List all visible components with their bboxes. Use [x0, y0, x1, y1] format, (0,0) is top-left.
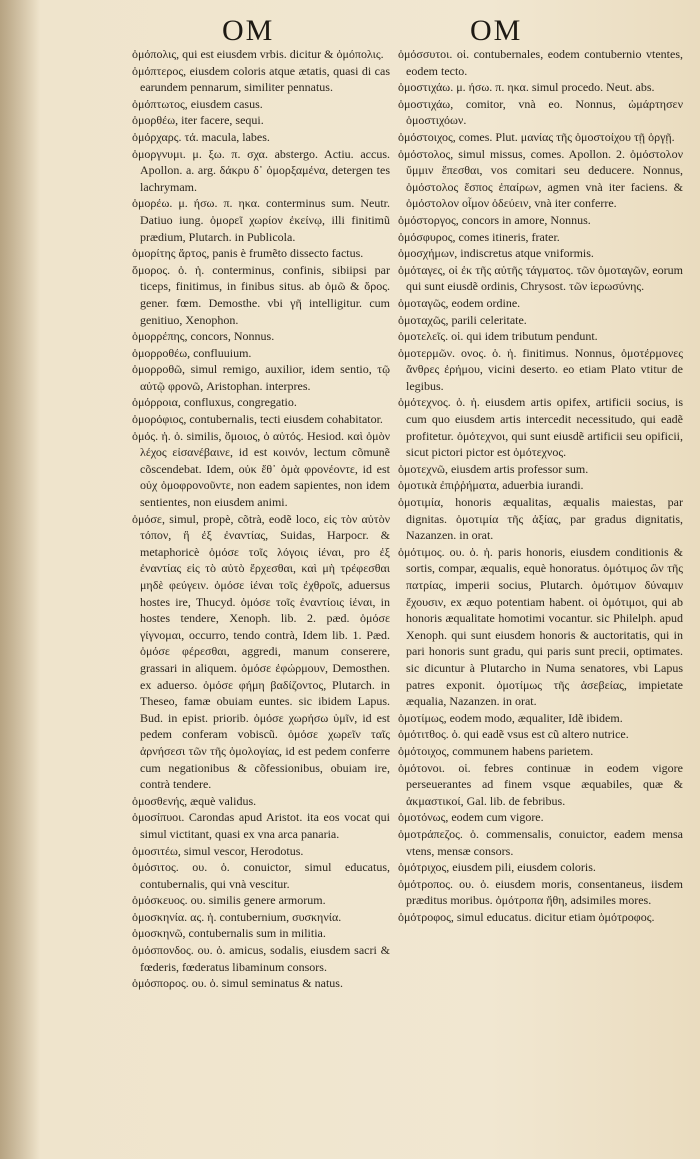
dictionary-entry: ὁμορροθῶ, simul remigo, auxilior, idem sentio, τῷ αὐτῷ φρονῶ, Aristophan. interpres. [132, 362, 390, 393]
dictionary-entry: ὁμότοιχος, communem habens parietem. [398, 743, 594, 758]
dictionary-entry: ὁμοσίπυοι. Carondas apud Aristot. ita eos vocat qui simul victitant, quasi ex vna arca panaria. [132, 810, 390, 841]
dictionary-entry: ὁμοτελεῖς. οἱ. qui idem tributum pendunt. [398, 329, 598, 344]
dictionary-entry: ὁμόσκευος. ου. similis genere armorum. [132, 893, 326, 908]
running-head-left: OM [222, 14, 275, 47]
dictionary-entry: ὁμόσφυρος, comes itineris, frater. [398, 229, 560, 244]
gutter-shadow [0, 0, 40, 1159]
dictionary-entry: ὁμόρροια, confluxus, congregatio. [132, 395, 297, 410]
dictionary-entry: ὁμότριχος, eiusdem pili, eiusdem coloris. [398, 860, 596, 875]
dictionary-entry: ὁμόπολις, qui est eiusdem vrbis. dicitur & ὁμόπολις. [132, 47, 384, 61]
dictionary-entry: ὁμόσπορος. ου. ὁ. simul seminatus & natus. [132, 976, 343, 991]
dictionary-entry: ὁμοταγῶς, eodem ordine. [398, 295, 521, 310]
dictionary-entry: ὁμότιμος. ου. ὁ. ἡ. paris honoris, eiusdem conditionis & sortis, compar, æqualis, equè honoratus. ὁμότιμος ὢν τῆς πατρίας, imperii socius, Plutarch. ὁμότιμον δύναμιν ἔχουσιν, ex æquo potentiam habent. οἱ ὁμότιμοι, qui ab honoris æqualitate homotimi vocantur. sic Philelph. apud Xenoph. qui sunt eiusdem honoris & auctoritatis, qui in pari honoris sunt gradu, qui paris sunt precii, optimates. sic dicuntur à Plutarcho in Numa senatores, vbi Lapus patres exponit. ὁμοτίμως τῆς ἀσεβείας, impietate æqualia, Nazanzen. in orat. [398, 544, 683, 709]
dictionary-entry: ὁμόσε, simul, propè, cõtrà, eodẽ loco, εἰς τὸν αὐτὸν τόπον, ἢ ἐξ ἐναντίας, Suidas, Harpocr. & metaphoricè ὁμόσε τοῖς λόγοις ἰέναι, pro ἐξ ἐναντίας εἰς τὸ αὐτὸ ἔρχεσθαι, καὶ μὴ τρέφεσθαι μηδὲ φεύγειν. ὁμόσε ἰέναι τοῖς ἐχθροῖς, aduersus hostes ire, Thucyd. ὁμόσε τοῖς ἐναντίοις ἰέναι, in hostes tendere, Xenoph. lib. 2. pæd. ὁμόσε γίγνομαι, occurro, tendo contrà, Idem lib. 1. Pæd. ὁμόσε φέρεσθαι, aggredi, manum conserere, grassari in aliquem. ὁμόσε ἐφώρμουν, Demosthen. ex aduerso. ὁμόσε φήμη βαδίζοντος, Plutarch. in Theseo, famæ obuiam euntes. sic ibidem Lapus. Bud. in epist. priorib. ὁμόσε χωρήσω ὑμῖν, id est pedem conferam vobiscũ. ὁμόσε χωρεῖν ταῖς ἀρνήσεσι τῶν τῆς ὁμολογίας, id est pedem conferre cum negationibus & cõfessionibus, obuiam ire, contrà tendere. [132, 511, 390, 792]
dictionary-entry: ὁμοτεχνῶ, eiusdem artis professor sum. [398, 461, 589, 476]
right-column [398, 46, 683, 925]
dictionary-entry: ὁμότροπος. ου. ὁ. eiusdem moris, consentaneus, iisdem præditus moribus. ὁμότροπα ἤθη, adsimiles mores. [398, 876, 683, 908]
dictionary-entry: ὁμόσπονδος. ου. ὁ. amicus, sodalis, eiusdem sacri & fœderis, fœderatus libaminum consors. [132, 943, 390, 974]
dictionary-entry: ὁμοστιχάω. μ. ήσω. π. ηκα. simul procedo. Neut. abs. [398, 80, 655, 95]
dictionary-entry: ὁμός. ἡ. ὁ. similis, ὅμοιος, ὁ αὐτός. Hesiod. καὶ ὁμὸν λέχος εἰσανέβαινε, id est κοινόν, lectum cõmunẽ cõscendebat. Idem, οὐκ ἔθ᾽ ὁμὰ φρονέοντε, id est οὐχ ὁμοφρονοῦντε, non eadem sapientes, non idem sentientes, non eiusdem animi. [132, 428, 390, 510]
dictionary-entry: ὁμορίτης ἄρτος, panis è frumẽto disseсto factus. [132, 246, 364, 261]
dictionary-entry: ὁμορόφιος, contubernalis, tecti eiusdem cohabitator. [132, 412, 383, 427]
dictionary-entry: ὁμοστιχάω, comitor, vnà eo. Nonnus, ὡμάρτησεν ὁμοστιχόων. [398, 96, 683, 128]
dictionary-entry: ὁμοσθενής, æquè validus. [132, 793, 257, 808]
dictionary-entry: ὁμόστοργος, concors in amore, Nonnus. [398, 212, 591, 227]
dictionary-entry: ὁμοτίμως, eodem modo, æqualiter, Idẽ ibidem. [398, 710, 623, 725]
dictionary-entry: ὁμοτικὰ ἐπιῤῥήματα, aduerbia iurandi. [398, 478, 584, 493]
dictionary-entry: ὁμοσχήμων, indiscretus atque vniformis. [398, 246, 594, 261]
dictionary-entry: ὁμοσκηνία. ας. ἡ. contubernium, συσκηνία. [132, 909, 342, 924]
dictionary-entry: ὁμοτερμῶν. ονος. ὁ. ἡ. finitimus. Nonnus, ὁμοτέρμονες ἄνθρες ἐρήμου, vicini deserto. eo etiam Plato vtitur de legibus. [398, 345, 683, 393]
dictionary-entry: ὁμόστολος, simul missus, comes. Apollon. 2. ὁμόστολον ὔμμιν ἕπεσθαι, vos comitari seu deducere. Nonnus, ὁμόστολος ἔσπος ἐπαίρων, agmen vnà iter faciens. & ὁμόστολον οἶμον ὁδεύειν, vnà iter conferre. [398, 146, 683, 211]
dictionary-entry: ὁμοτράπεζος. ὁ. commensalis, conuictor, eadem mensa vtens, mensæ consors. [398, 826, 683, 858]
dictionary-entry: ὁμόπτερος, eiusdem coloris atque ætatis, quasi di cas earundem pennarum, similiter pennatus. [132, 63, 390, 95]
running-headers [0, 14, 700, 48]
dictionary-entry: ὁμότεχνος. ὁ. ἡ. eiusdem artis opifex, artificii socius, is cum quo eiusdem artis intercedit necessitudo, qui eadẽ profitetur. ὁμότεχνοι, qui sunt eiusdẽ artificii seu opificii, sicut pictori pictor est ὁμότεχνος. [398, 395, 683, 460]
dictionary-entry: ὁμοσκηνῶ, contubernalis sum in militia. [132, 926, 326, 941]
dictionary-entry: ὁμοργνυμι. μ. ξω. π. σχα. abstergo. Actiu. accus. Apollon. a. arg. δάκρυ δ᾽ ὀμορξαμένα, detergen tes lachrymam. [132, 146, 390, 194]
dictionary-entry: ὁμοταχῶς, parili celeritate. [398, 312, 527, 327]
dictionary-entry: ὁμόταγες, οἱ ἐκ τῆς αὐτῆς τάγματος. τῶν ὁμοταγῶν, eorum qui sunt eiusdẽ ordinis, Chrysost. τῶν ἱερωσύνης. [398, 262, 683, 294]
dictionary-entry: ὁμόπτωτος, eiusdem casus. [132, 96, 263, 111]
dictionary-entry: ὁμοτόνως, eodem cum vigore. [398, 810, 544, 825]
dictionary-entry: ὁμορέω. μ. ήσω. π. ηκα. conterminus sum. Neutr. Datiuo iung. ὁμορεῖ χωρίον ἐκείνῳ, illi finitimũ prædium, Plutarch. in Publicola. [132, 196, 390, 244]
dictionary-entry: ὁμορθέω, iter facere, sequi. [132, 113, 264, 128]
dictionary-entry: ὁμορρέπης, concors, Nonnus. [132, 329, 275, 344]
dictionary-entry: ὁμόστοιχος, comes. Plut. μανίας τῆς ὁμοστοίχου τῇ ὀργῇ. [398, 129, 675, 144]
dictionary-entry: ὁμόσιτος. ου. ὁ. conuictor, simul educatus, contubernalis, qui vnà vescitur. [132, 860, 390, 891]
dictionary-entry: ὁμοσιτέω, simul vescor, Herodotus. [132, 843, 304, 858]
running-head-right: OM [470, 14, 523, 47]
dictionary-entry: ὁμοτιμία, honoris æqualitas, æqualis maiestas, par dignitas. ὁμοτιμία τῆς ἀξίας, par gradus dignitatis, Nazanzen. in orat. [398, 495, 683, 543]
dictionary-entry: ὁμότιτθος. ὁ. qui eadẽ vsus est cũ altero nutrice. [398, 727, 629, 742]
left-column [132, 46, 390, 992]
dictionary-entry: ὁμότροφος, simul educatus. dicitur etiam ὁμότροφος. [398, 909, 655, 924]
dictionary-entry: ὁμορροθέω, confluuium. [132, 345, 252, 360]
dictionary-entry: ὁμόρχαρς. τά. macula, labes. [132, 129, 270, 144]
dictionary-entry: ὁμόσσυτοι. οἱ. contubernales, eodem contubernio vtentes, eodem tecto. [398, 47, 683, 78]
dictionary-entry: ὅμορος. ὁ. ἡ. conterminus, confinis, sibiipsi par ticeps, finitimus, in finibus situs. ab ὁμῶ & ὅρος. gener. fœm. Demosthe. vbi γῆ intelligitur. cum genitiuo, Xenophon. [132, 262, 390, 327]
dictionary-entry: ὁμότονοι. οἱ. febres continuæ in eodem vigore perseuerantes ad finem vsque æquabiles, quæ & ἀκμαστικοί, Gal. lib. de febribus. [398, 760, 683, 808]
